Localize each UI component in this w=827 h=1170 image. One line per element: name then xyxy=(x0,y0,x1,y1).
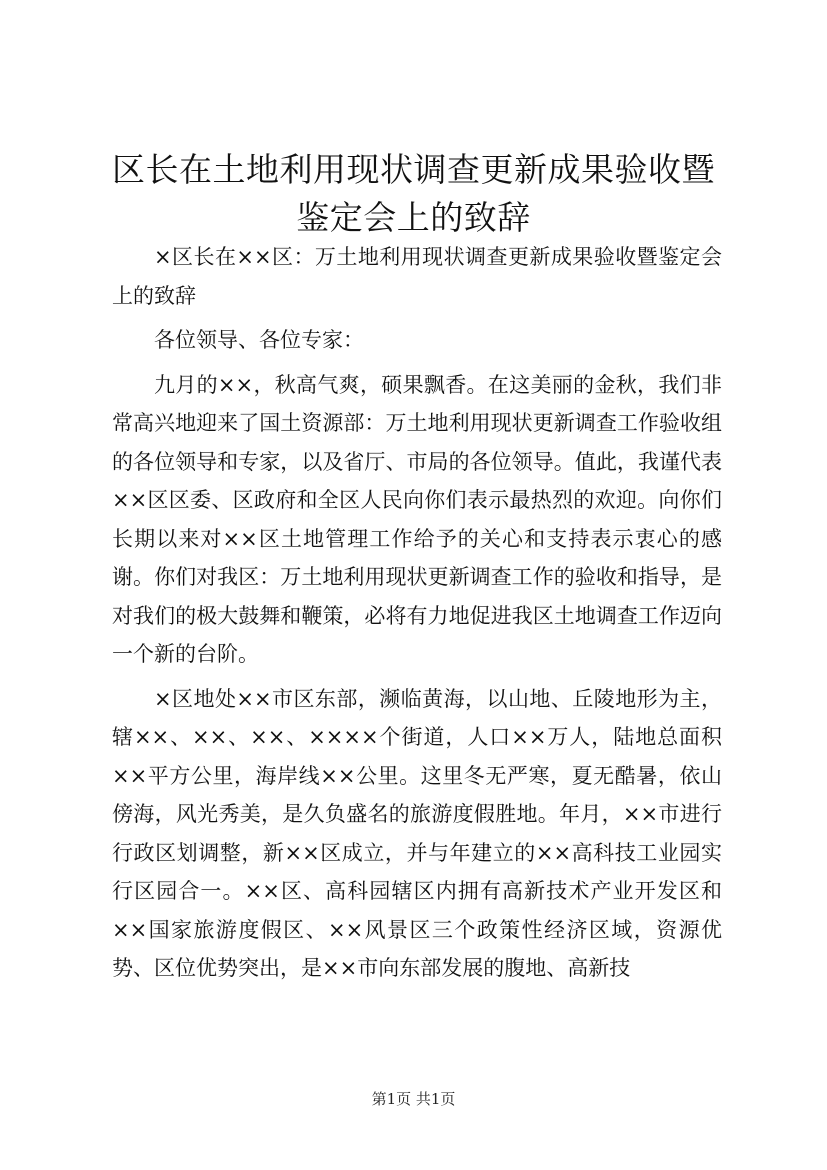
paragraph: ×区长在××区：万土地利用现状调查更新成果验收暨鉴定会上的致辞 xyxy=(112,245,722,308)
paragraph: ×区地处××市区东部，濒临黄海，以山地、丘陵地形为主，辖××、××、××、××××个街道，人口××万人，陆地总面积××平方公里，海岸线××公里。这里冬无严寒，夏无酷暑，依山傍海，风光秀美，是久负盛名的旅游度假胜地。年月，××市进行行政区划调整，新××区成立，并与年建立的××高科技工业园实行区园合一。××区、高科园辖区内拥有高新技术产业开发区和××国家旅游度假区、××风景区三个政策性经济区域，资源优势、区位优势突出，是××市向东部发展的腹地、高新技 xyxy=(112,686,722,980)
paragraph: 各位领导、各位专家： xyxy=(154,328,364,352)
document-body xyxy=(112,238,722,994)
page-footer: 第1页 共1页 xyxy=(371,1090,456,1108)
paragraph: 九月的××，秋高气爽，硕果飘香。在这美丽的金秋，我们非常高兴地迎来了国土资源部：万土地利用现状更新调查工作验收组的各位领导和专家，以及省厅、市局的各位领导。值此，我谨代表××区区委、区政府和全区人民向你们表示最热烈的欢迎。向你们长期以来对××区土地管理工作给予的关心和支持表示衷心的感谢。你们对我区：万土地利用现状更新调查工作的验收和指导，是对我们的极大鼓舞和鞭策，必将有力地促进我区土地调查工作迈向一个新的台阶。 xyxy=(112,372,722,666)
document-title: 区长在土地利用现状调查更新成果验收暨鉴定会上的致辞 xyxy=(112,150,715,237)
